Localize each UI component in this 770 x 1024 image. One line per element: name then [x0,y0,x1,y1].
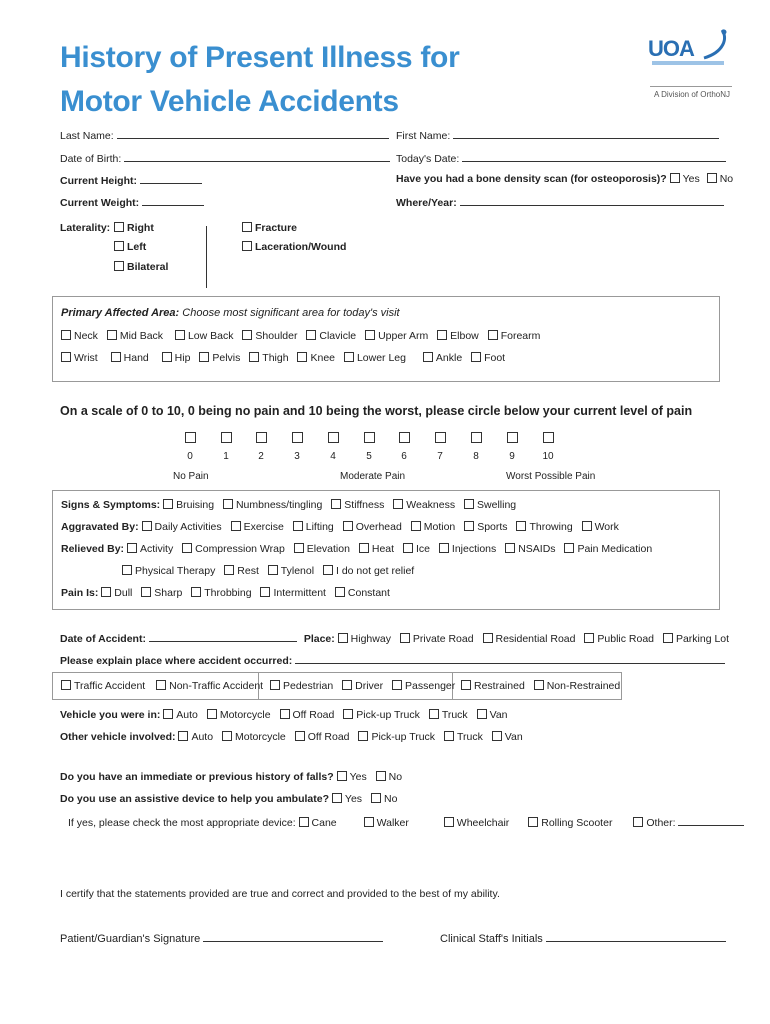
laterality-bilateral[interactable] [114,261,168,273]
pain-level-3-number: 3 [294,451,300,462]
other-off-road-label: Off Road [307,731,350,743]
logo-divider [650,86,732,87]
relieved-pt-checkbox[interactable] [122,565,132,575]
non-traffic-accident-label: Non-Traffic Accident [169,680,264,692]
pain-level-7-checkbox[interactable] [435,432,446,443]
place-highway-checkbox[interactable] [338,633,348,643]
pain-sharp-checkbox[interactable] [141,587,151,597]
device-scooter-label: Rolling Scooter [541,817,613,829]
device-scooter-checkbox[interactable] [528,817,538,827]
relieved-pain-medication-checkbox[interactable] [564,543,574,553]
pain-level-4-number: 4 [330,451,336,462]
place-residential-road-checkbox[interactable] [483,633,493,643]
laterality-bilateral-checkbox[interactable] [114,261,124,271]
relieved-tylenol-checkbox[interactable] [268,565,278,575]
sign-numbness-checkbox[interactable] [223,499,233,509]
last-name-label: Last Name: [60,130,114,142]
area-forearm-checkbox[interactable] [488,330,498,340]
device-wheelchair-label: Wheelchair [456,817,510,829]
area-ankle-label: Ankle [435,352,463,364]
height-field[interactable] [140,173,202,184]
sign-stiffness-checkbox[interactable] [331,499,341,509]
area-upper-arm-checkbox[interactable] [365,330,375,340]
area-hand-label: Hand [123,352,149,364]
logo-tagline-bar [652,61,724,65]
falls-no-label: No [388,771,403,783]
you-auto-checkbox[interactable] [163,709,173,719]
pain-sharp-label: Sharp [154,587,183,599]
sign-bruising-checkbox[interactable] [163,499,173,509]
relieved-heat-label: Heat [371,543,395,555]
pain-dull-checkbox[interactable] [101,587,111,597]
device-wheelchair-checkbox[interactable] [444,817,454,827]
role-passenger-checkbox[interactable] [392,680,402,690]
aggravated-lifting-label: Lifting [305,521,334,533]
restraint-group [461,680,626,692]
pain-scale-title: On a scale of 0 to 10, 0 being no pain and 10 being the worst, please circle below your current level of pain [60,404,693,418]
pain-level-6[interactable] [394,432,414,462]
form-title [60,36,459,124]
signature-label: Patient/Guardian's Signature [60,933,201,945]
you-van-label: Van [489,709,508,721]
first-name-field[interactable] [453,128,719,139]
you-off-road-label: Off Road [292,709,335,721]
area-knee-checkbox[interactable] [297,352,307,362]
where-year-field[interactable] [460,195,724,206]
dob-label: Date of Birth: [60,153,122,165]
relieved-ice-label: Ice [415,543,430,555]
place-parking-lot-label: Parking Lot [675,633,730,645]
area-lower-leg-checkbox[interactable] [344,352,354,362]
area-thigh-checkbox[interactable] [249,352,259,362]
other-van-checkbox[interactable] [492,731,502,741]
explain-place-field[interactable] [295,653,725,664]
signs-row [61,499,522,511]
signs-label: Signs & Symptoms: [61,499,161,511]
area-knee-label: Knee [310,352,336,364]
device-other-label: Other: [646,817,676,829]
pain-intermittent-checkbox[interactable] [260,587,270,597]
pain-level-10-checkbox[interactable] [543,432,554,443]
first-name-label: First Name: [396,130,451,142]
accident-date-label: Date of Accident: [60,633,146,645]
device-walker-label: Walker [376,817,409,829]
weight-row [60,195,204,209]
pain-level-4[interactable] [323,432,343,462]
relieved-elevation-label: Elevation [306,543,350,555]
area-foot-label: Foot [484,352,506,364]
aggravated-motion-label: Motion [423,521,456,533]
non-restrained-checkbox[interactable] [534,680,544,690]
last-name-row [60,128,389,142]
traffic-accident-label: Traffic Accident [74,680,146,692]
area-wrist-checkbox[interactable] [61,352,71,362]
falls-history-question: Do you have an immediate or previous history of falls? [60,771,334,783]
place-label: Place: [303,633,335,645]
you-auto-label: Auto [176,709,198,721]
non-restrained-label: Non-Restrained [546,680,621,692]
relieved-label: Relieved By: [61,543,125,555]
bone-density-yes-label: Yes [682,173,700,185]
sign-stiffness-label: Stiffness [344,499,385,511]
accident-date-field[interactable] [149,631,297,642]
pain-level-5-checkbox[interactable] [364,432,375,443]
assistive-yes-label: Yes [344,793,363,805]
initials-row [440,931,726,945]
relieved-compression-label: Compression Wrap [195,543,285,555]
laterality-right[interactable] [114,222,154,234]
other-motorcycle-label: Motorcycle [235,731,286,743]
area-hip-label: Hip [174,352,191,364]
relieved-nsaids-checkbox[interactable] [505,543,515,553]
aggravated-sports-checkbox[interactable] [464,521,474,531]
pain-level-10[interactable] [538,432,558,462]
device-label: If yes, please check the most appropriate device: [68,817,296,829]
primary-area-hint: Choose most significant area for today's visit [182,307,400,319]
place-public-road-checkbox[interactable] [584,633,594,643]
aggravated-exercise-label: Exercise [243,521,284,533]
relieved-nsaids-label: NSAIDs [518,543,556,555]
laterality-bilateral-label: Bilateral [127,261,169,273]
device-cane-label: Cane [311,817,337,829]
signature-field[interactable] [203,931,383,942]
aggravated-overhead-label: Overhead [355,521,402,533]
relieved-injections-label: Injections [451,543,497,555]
laterality-right-checkbox[interactable] [114,222,124,232]
other-vehicle-row [60,731,529,743]
device-other-field[interactable] [678,815,744,826]
bone-density-row [396,173,733,185]
pain-level-4-checkbox[interactable] [328,432,339,443]
pain-level-5-number: 5 [366,451,372,462]
device-row [68,815,744,829]
dob-row [60,151,390,165]
area-wrist-label: Wrist [74,352,98,364]
aggravated-daily-label: Daily Activities [154,521,222,533]
traffic-accident-checkbox[interactable] [61,680,71,690]
weight-label: Current Weight: [60,197,140,209]
aggravated-daily-checkbox[interactable] [142,521,152,531]
falls-yes-checkbox[interactable] [337,771,347,781]
role-passenger-label: Passenger [405,680,456,692]
place-residential-road-label: Residential Road [495,633,576,645]
aggravated-exercise-checkbox[interactable] [231,521,241,531]
area-elbow-label: Elbow [450,330,479,342]
you-pickup-checkbox[interactable] [343,709,353,719]
pain-level-8[interactable] [466,432,486,462]
relieved-tylenol-label: Tylenol [280,565,315,577]
bone-density-no-label: No [719,173,734,185]
you-motorcycle-checkbox[interactable] [207,709,217,719]
relieved-pt-label: Physical Therapy [135,565,216,577]
role-pedestrian-checkbox[interactable] [270,680,280,690]
todays-date-field[interactable] [462,151,726,162]
bone-density-yes-checkbox[interactable] [670,173,680,183]
pain-is-row [61,587,396,599]
laterality-label: Laterality: [60,222,111,234]
pain-scale [180,432,560,492]
role-driver-checkbox[interactable] [342,680,352,690]
dob-field[interactable] [124,151,390,162]
where-year-row [396,195,724,209]
sign-bruising-label: Bruising [176,499,215,511]
accident-type-group [61,680,269,692]
area-pelvis-checkbox[interactable] [199,352,209,362]
title-line-1: History of Present Illness for [60,41,460,74]
other-off-road-checkbox[interactable] [295,731,305,741]
other-motorcycle-checkbox[interactable] [222,731,232,741]
relieved-row-2 [122,565,420,577]
bone-density-question: Have you had a bone density scan (for osteoporosis)? [396,173,667,185]
fracture-checkbox[interactable] [242,222,252,232]
pain-level-2-checkbox[interactable] [256,432,267,443]
other-auto-checkbox[interactable] [178,731,188,741]
aggravated-row [61,521,625,533]
uoa-logo [630,28,740,100]
assistive-yes-checkbox[interactable] [332,793,342,803]
title-line-2: Motor Vehicle Accidents [60,85,399,118]
pain-level-9[interactable] [502,432,522,462]
pain-level-0-checkbox[interactable] [185,432,196,443]
you-off-road-checkbox[interactable] [280,709,290,719]
pain-level-2-number: 2 [258,451,264,462]
logo-text: UOA [648,36,694,61]
place-public-road-label: Public Road [597,633,655,645]
relieved-injections-checkbox[interactable] [439,543,449,553]
aggravated-lifting-checkbox[interactable] [293,521,303,531]
pain-level-1-number: 1 [223,451,229,462]
area-foot-checkbox[interactable] [471,352,481,362]
pain-dull-label: Dull [114,587,133,599]
area-clavicle-checkbox[interactable] [306,330,316,340]
primary-area-row-1 [61,330,546,342]
area-mid-back-checkbox[interactable] [107,330,117,340]
relieved-activity-label: Activity [139,543,174,555]
laceration-label: Laceration/Wound [255,241,347,253]
laceration-option[interactable] [242,241,346,253]
pain-level-0-number: 0 [187,451,193,462]
area-lower-leg-label: Lower Leg [356,352,406,364]
assistive-question: Do you use an assistive device to help you ambulate? [60,793,329,805]
device-cane-checkbox[interactable] [299,817,309,827]
aggravated-throwing-checkbox[interactable] [516,521,526,531]
aggravated-overhead-checkbox[interactable] [343,521,353,531]
area-elbow-checkbox[interactable] [437,330,447,340]
relieved-none-checkbox[interactable] [323,565,333,575]
other-truck-label: Truck [456,731,483,743]
pain-scale-moderate: Moderate Pain [340,471,406,482]
role-group [270,680,461,692]
area-shoulder-label: Shoulder [255,330,298,342]
accident-date-row [60,631,735,645]
vehicle-you-row [60,709,514,721]
pain-scale-no-pain: No Pain [173,471,209,482]
vehicle-you-label: Vehicle you were in: [60,709,161,721]
you-truck-label: Truck [441,709,468,721]
place-private-road-checkbox[interactable] [400,633,410,643]
area-upper-arm-label: Upper Arm [378,330,429,342]
area-low-back-checkbox[interactable] [175,330,185,340]
area-neck-checkbox[interactable] [61,330,71,340]
aggravated-sports-label: Sports [477,521,508,533]
area-hand-checkbox[interactable] [111,352,121,362]
laceration-checkbox[interactable] [242,241,252,251]
pain-intermittent-label: Intermittent [273,587,326,599]
you-truck-checkbox[interactable] [429,709,439,719]
pain-constant-checkbox[interactable] [335,587,345,597]
area-clavicle-label: Clavicle [319,330,357,342]
pain-level-7[interactable] [430,432,450,462]
primary-area-heading [61,307,400,319]
pain-level-5[interactable] [359,432,379,462]
area-forearm-label: Forearm [500,330,541,342]
certify-statement: I certify that the statements provided are true and correct and provided to the best of my ability. [60,888,500,900]
todays-date-row [396,151,726,165]
relieved-pain-medication-label: Pain Medication [577,543,653,555]
sign-swelling-label: Swelling [477,499,517,511]
pain-level-1-checkbox[interactable] [221,432,232,443]
device-walker-checkbox[interactable] [364,817,374,827]
laterality-left-label: Left [127,241,147,253]
first-name-row [396,128,719,142]
pain-level-3-checkbox[interactable] [292,432,303,443]
last-name-field[interactable] [117,128,389,139]
restrained-label: Restrained [474,680,525,692]
pain-level-6-checkbox[interactable] [399,432,410,443]
area-shoulder-checkbox[interactable] [242,330,252,340]
primary-area-label: Primary Affected Area: [61,307,180,319]
laterality-right-label: Right [127,222,154,234]
non-traffic-accident-checkbox[interactable] [156,680,166,690]
pain-level-8-checkbox[interactable] [471,432,482,443]
relieved-none-label: I do not get relief [336,565,415,577]
pain-level-0[interactable] [180,432,200,462]
fracture-label: Fracture [255,222,298,234]
you-van-checkbox[interactable] [477,709,487,719]
explain-place-row [60,653,725,667]
area-ankle-checkbox[interactable] [423,352,433,362]
assistive-row [60,793,397,805]
pain-level-8-number: 8 [473,451,479,462]
pain-level-10-number: 10 [542,451,554,462]
aggravated-work-label: Work [594,521,619,533]
where-year-label: Where/Year: [396,197,457,209]
sign-swelling-checkbox[interactable] [464,499,474,509]
explain-place-label: Please explain place where accident occurred: [60,655,293,667]
aggravated-motion-checkbox[interactable] [411,521,421,531]
area-neck-label: Neck [74,330,98,342]
height-label: Current Height: [60,175,137,187]
sign-weakness-checkbox[interactable] [393,499,403,509]
relieved-ice-checkbox[interactable] [403,543,413,553]
other-van-label: Van [504,731,523,743]
you-motorcycle-label: Motorcycle [219,709,271,721]
logo-division-text: A Division of OrthoNJ [654,90,731,99]
relieved-compression-checkbox[interactable] [182,543,192,553]
other-pickup-label: Pick-up Truck [371,731,436,743]
initials-field[interactable] [546,931,726,942]
pain-scale-worst: Worst Possible Pain [506,471,596,482]
other-auto-label: Auto [191,731,214,743]
pain-level-1[interactable] [216,432,236,462]
assistive-no-label: No [383,793,398,805]
initials-label: Clinical Staff's Initials [440,933,543,945]
area-low-back-label: Low Back [187,330,234,342]
other-truck-checkbox[interactable] [444,731,454,741]
area-thigh-label: Thigh [262,352,289,364]
pain-level-9-checkbox[interactable] [507,432,518,443]
area-pelvis-label: Pelvis [212,352,241,364]
height-row [60,173,202,187]
pain-level-2[interactable] [251,432,271,462]
pain-constant-label: Constant [347,587,390,599]
todays-date-label: Today's Date: [396,153,460,165]
falls-history-row [60,771,402,783]
bone-density-no-checkbox[interactable] [707,173,717,183]
fracture-option[interactable] [242,222,297,234]
sign-weakness-label: Weakness [406,499,456,511]
aggravated-throwing-label: Throwing [529,521,573,533]
relieved-rest-label: Rest [237,565,259,577]
falls-yes-label: Yes [349,771,367,783]
relieved-rest-checkbox[interactable] [224,565,234,575]
pain-throbbing-label: Throbbing [204,587,252,599]
place-parking-lot-checkbox[interactable] [663,633,673,643]
you-pickup-label: Pick-up Truck [356,709,420,721]
laterality-left[interactable] [114,241,146,253]
pain-level-6-number: 6 [401,451,407,462]
place-highway-label: Highway [350,633,391,645]
area-mid-back-label: Mid Back [119,330,164,342]
relieved-heat-checkbox[interactable] [359,543,369,553]
place-private-road-label: Private Road [412,633,474,645]
falls-no-checkbox[interactable] [376,771,386,781]
primary-area-row-2 [61,352,511,364]
other-vehicle-label: Other vehicle involved: [60,731,176,743]
pain-is-label: Pain Is: [61,587,99,599]
area-hip-checkbox[interactable] [162,352,172,362]
pain-level-3[interactable] [287,432,307,462]
role-driver-label: Driver [355,680,384,692]
device-other-checkbox[interactable] [633,817,643,827]
assistive-no-checkbox[interactable] [371,793,381,803]
pain-level-9-number: 9 [509,451,515,462]
relieved-elevation-checkbox[interactable] [294,543,304,553]
relieved-row-1 [61,543,658,555]
aggravated-work-checkbox[interactable] [582,521,592,531]
signature-row [60,931,383,945]
restrained-checkbox[interactable] [461,680,471,690]
other-pickup-checkbox[interactable] [358,731,368,741]
laterality-divider [206,226,207,288]
aggravated-label: Aggravated By: [61,521,139,533]
weight-field[interactable] [142,195,204,206]
sign-numbness-label: Numbness/tingling [235,499,323,511]
laterality-left-checkbox[interactable] [114,241,124,251]
relieved-activity-checkbox[interactable] [127,543,137,553]
pain-level-7-number: 7 [437,451,443,462]
pain-throbbing-checkbox[interactable] [191,587,201,597]
role-pedestrian-label: Pedestrian [283,680,334,692]
